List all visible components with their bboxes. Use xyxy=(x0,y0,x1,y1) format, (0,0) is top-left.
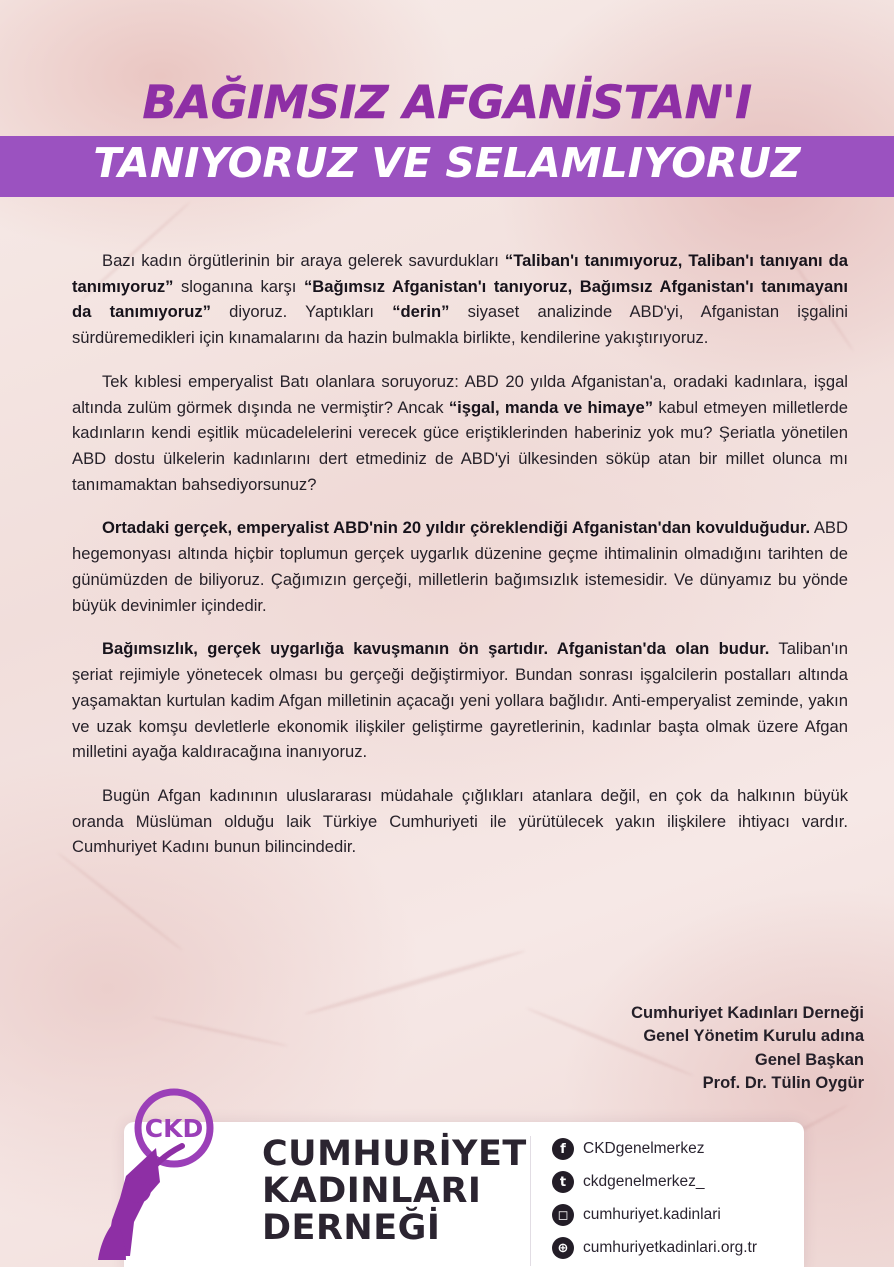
wordmark-line-2: KADINLARI xyxy=(262,1171,482,1212)
social-label-facebook: CKDgenelmerkez xyxy=(583,1140,705,1157)
headline-block xyxy=(0,76,894,197)
statement-body xyxy=(72,248,848,878)
social-item-facebook[interactable] xyxy=(552,1136,802,1162)
wordmark-line-3: DERNEĞİ xyxy=(262,1208,441,1249)
social-item-twitter[interactable] xyxy=(552,1169,802,1195)
instagram-icon: ◻ xyxy=(552,1204,574,1226)
signature-block xyxy=(631,1002,864,1096)
signature-role: Genel Başkan xyxy=(754,1050,864,1069)
card-divider xyxy=(530,1136,531,1266)
ckd-wordmark xyxy=(262,1136,527,1247)
ckd-logo-icon xyxy=(86,1070,256,1260)
paragraph-4: Bağımsızlık, gerçek uygarlığa kavuşmanın ön şartıdır. Afganistan'da olan budur. Taliban'ın şeriat rejimiyle yönetecek olması bu gerçeği değiştirmiyor. Bundan sonrası işgalcilerin postalları altında yaşamaktan kurtulan kadim Afgan milletinin açacağı yeni yollara bağlıdır. Anti-emperyalist zeminde, yakın ve uzak komşu devletlerle ekonomik ilişkiler geliştirme gayretlerinin, kadınlar başta olmak üzere Afgan milletini ayağa kaldıracağına inanıyoruz. xyxy=(72,639,848,762)
marble-vein xyxy=(304,948,526,1016)
twitter-icon: t xyxy=(552,1171,574,1193)
signature-organization: Cumhuriyet Kadınları Derneği xyxy=(631,1004,864,1022)
headline-line-2: TANIYORUZ VE SELAMLIYORUZ xyxy=(93,138,801,187)
signature-person: Prof. Dr. Tülin Oygür xyxy=(702,1074,864,1093)
svg-text:CKD: CKD xyxy=(144,1114,204,1143)
paragraph-1: Bazı kadın örgütlerinin bir araya gelerek savurdukları “Taliban'ı tanımıyoruz, Taliban'ı tanıyanı da tanımıyoruz” sloganına karşı “Bağımsız Afganistan'ı tanıyoruz, Bağımsız Afganistan'ı tanımayanı da tanımıyoruz” diyoruz. Yaptıkları “derin” siyaset analizinde ABD'yi, Afganistan işgalini sürdüremedikleri için kınamalarını da hazin bulmakla birlikte, kendilerine yakıştırıyoruz. xyxy=(72,251,848,348)
marble-vein xyxy=(151,1015,289,1047)
website-icon: ⊕ xyxy=(552,1237,574,1259)
paragraph-5: Bugün Afgan kadınının uluslararası müdahale çığlıkları atanlara değil, en çok da halkının büyük oranda Müslüman olduğu laik Türkiye Cumhuriyeti ile yürütülecek yakın ilişkilere ihtiyacı vardır. Cumhuriyet Kadını bunun bilincindedir. xyxy=(72,785,848,857)
signature-board: Genel Yönetim Kurulu adına xyxy=(643,1027,864,1046)
paragraph-3: Ortadaki gerçek, emperyalist ABD'nin 20 yıldır çöreklendiği Afganistan'dan kovulduğudur. ABD hegemonyası altında hiçbir toplumun gerçek uygarlık düzenine geçme ihtimalinin olmadığını tarihten de günümüzden de biliyoruz. Çağımızın gerçeği, milletlerin bağımsızlık istemesidir. Ve dünyamız bu yönde büyük devinimler içindedir. xyxy=(72,518,848,615)
social-label-twitter: ckdgenelmerkez_ xyxy=(583,1173,705,1190)
headline-line-1: BAĞIMSIZ AFGANİSTAN'I xyxy=(142,76,752,129)
footer-logo-card xyxy=(124,1114,804,1267)
paragraph-2: Tek kıblesi emperyalist Batı olanlara soruyoruz: ABD 20 yılda Afganistan'a, oradaki kadınlara, işgal altında zulüm görmek dışında ne vermiştir? Ancak “işgal, manda ve himaye” kabul etmeyen milletlerde kadınların kendi eşitlik mücadelelerini verecek güce eriştiklerinden haberiniz yok mu? Şeriatla yönetilen ABD dostu ülkelerin kadınlarını dert etmediniz de ABD'yi ülkesinden söküp atan bir millet olunca mı tanımamaktan bahsediyorsunuz? xyxy=(72,371,848,494)
social-item-instagram[interactable] xyxy=(552,1202,802,1228)
headline-banner xyxy=(0,136,894,197)
social-label-website: cumhuriyetkadinlari.org.tr xyxy=(583,1239,758,1256)
wordmark-line-1: CUMHURİYET xyxy=(262,1134,527,1174)
facebook-icon: f xyxy=(552,1138,574,1160)
social-label-instagram: cumhuriyet.kadinlari xyxy=(583,1206,721,1223)
social-links xyxy=(552,1136,802,1267)
social-item-website[interactable] xyxy=(552,1235,802,1261)
